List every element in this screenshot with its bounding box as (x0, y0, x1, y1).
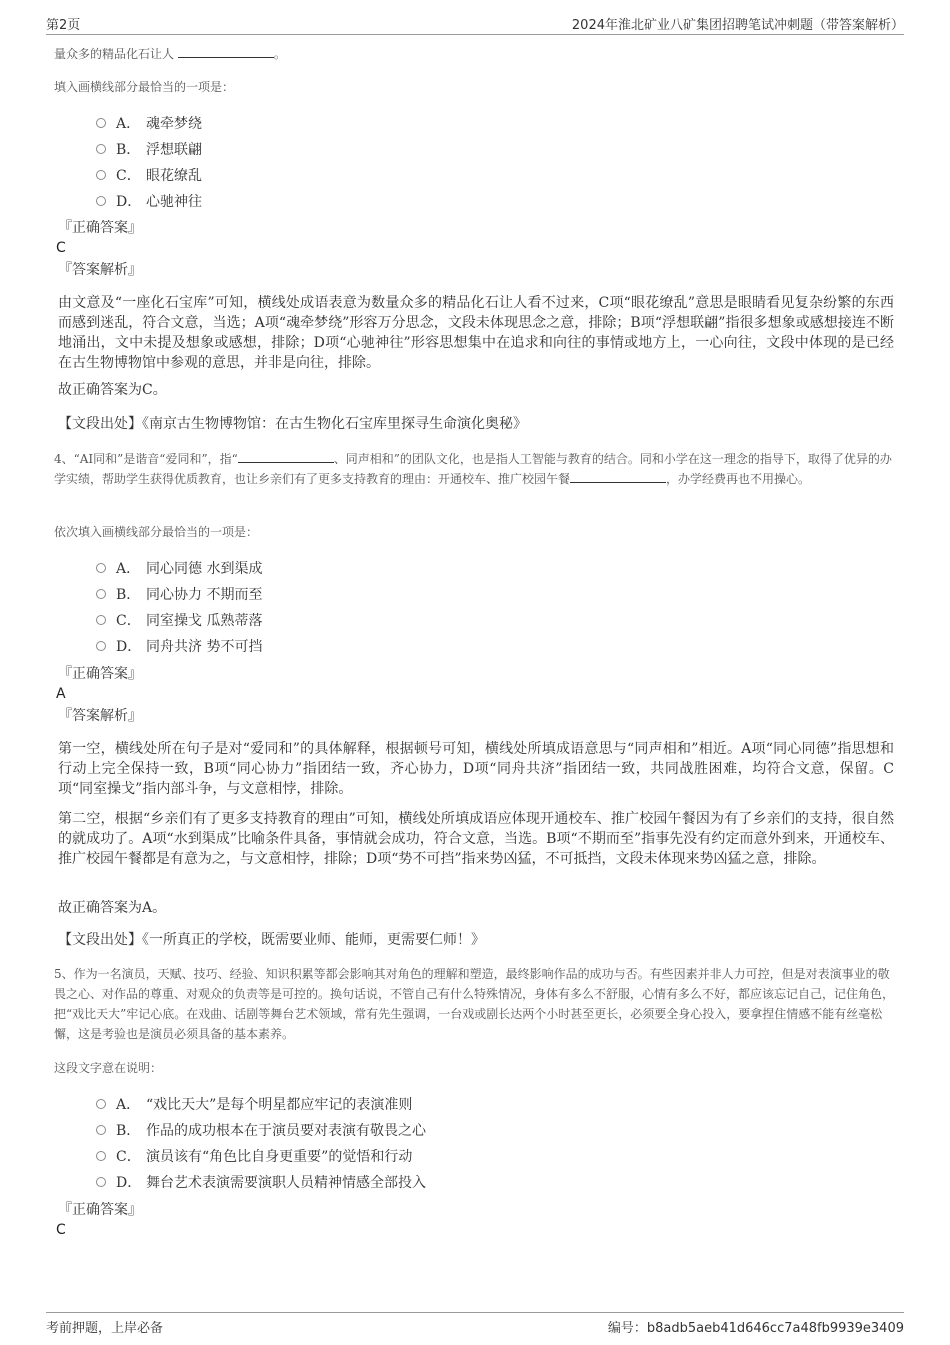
radio-icon[interactable] (96, 1151, 106, 1161)
q5-option-c[interactable]: C． 演员该有“角色比自身更重要”的觉悟和行动 (96, 1144, 876, 1170)
radio-icon[interactable] (96, 641, 106, 651)
q4-answer: A (56, 686, 66, 702)
q3-analysis: 由文意及“一座化石宝库”可知，横线处成语表意为数量众多的精品化石让人看不过来，C项“眼花缭乱”意思是眼睛看见复杂纷繁的东西而感到迷乱，符合文意，当选；A项“魂牵梦绕”形容万分思念，文段未体现思念之意，排除；B项“浮想联翩”指很多想象或感想接连不断地涌出，文中未提及想象或感想，排除；D项“心驰神往”形容思想集中在追求和向往的事情或地方上，一心向往，文段中体现的是已经在古生物博物馆中参观的意思，并非是向往，排除。 (58, 295, 894, 371)
q5-options (96, 1092, 876, 1196)
q4-analysis-1: 第一空，横线处所在句子是对“爱同和”的具体解释，根据顿号可知，横线处所填成语意思与“同声相和”相近。A项“同心同德”指思想和行动上完全保持一致，B项“同心协力”指团结一致，齐心协力，D项“同舟共济”指团结一致，共同战胜困难，均符合文意，保留。C项“同室操戈”指内部斗争，与文意相悖，排除。 (58, 741, 894, 797)
q5-answer: C (56, 1222, 66, 1238)
q4-option-b[interactable]: B． 同心协力 不期而至 (96, 582, 876, 608)
q5-option-b[interactable]: B． 作品的成功根本在于演员要对表演有敬畏之心 (96, 1118, 876, 1144)
radio-icon[interactable] (96, 1177, 106, 1187)
blank-line (178, 47, 274, 58)
q3-answer: C (56, 240, 66, 256)
page-footer (46, 1312, 904, 1335)
blank-line (570, 472, 666, 483)
radio-icon[interactable] (96, 118, 106, 128)
q4-options (96, 556, 876, 660)
q4-stem: 4、“AI同和”是谐音“爱同和”，指“ 、同声相和”的团队文化，也是指人工智能与教育的结合。同和小学在这一理念的指导下，取得了优异的办学实绩，帮助学生获得优质教育，也让乡亲们有了更多支持教育的理由：开通校车、推广校园午餐 ，办学经费再也不用操心。 (54, 452, 892, 486)
radio-icon[interactable] (96, 1099, 106, 1109)
q3-option-b[interactable]: B． 浮想联翩 (96, 137, 876, 163)
radio-icon[interactable] (96, 1125, 106, 1135)
footer-slogan: 考前押题，上岸必备 (46, 1321, 164, 1336)
q3-conclusion: 故正确答案为C。 (58, 382, 167, 398)
q4-option-a[interactable]: A． 同心同德 水到渠成 (96, 556, 876, 582)
q3-option-d[interactable]: D． 心驰神往 (96, 189, 876, 215)
q3-source: 【文段出处】《南京古生物博物馆：在古生物化石宝库里探寻生命演化奥秘》 (58, 416, 527, 432)
radio-icon[interactable] (96, 196, 106, 206)
q4-analysis-2: 第二空，根据“乡亲们有了更多支持教育的理由”可知，横线处所填成语应体现开通校车、推广校园午餐因为有了乡亲们的支持，很自然的就成功了。A项“水到渠成”比喻条件具备，事情就会成功，符合文意，当选。B项“不期而至”指事先没有约定而意外到来，开通校车、推广校园午餐都是有意为之，与文意相悖，排除；D项“势不可挡”指来势凶猛，不可抵挡，文段未体现来势凶猛之意，排除。 (58, 811, 894, 867)
q3-answer-label: 『正确答案』 (58, 220, 142, 236)
q5-prompt: 这段文字意在说明： (54, 1061, 163, 1075)
radio-icon[interactable] (96, 563, 106, 573)
q4-option-c[interactable]: C． 同室操戈 瓜熟蒂落 (96, 608, 876, 634)
radio-icon[interactable] (96, 170, 106, 180)
q3-prompt: 填入画横线部分最恰当的一项是： (54, 80, 235, 94)
radio-icon[interactable] (96, 144, 106, 154)
q4-analysis-label: 『答案解析』 (58, 708, 142, 724)
q3-option-c[interactable]: C． 眼花缭乱 (96, 163, 876, 189)
radio-icon[interactable] (96, 589, 106, 599)
page-header (46, 12, 904, 35)
q4-conclusion: 故正确答案为A。 (58, 900, 167, 916)
q3-options (96, 111, 876, 215)
page-number: 第2页 (46, 18, 81, 33)
q3-analysis-label: 『答案解析』 (58, 262, 142, 278)
q4-source: 【文段出处】《一所真正的学校，既需要业师、能师，更需要仁师！》 (58, 932, 485, 948)
q4-prompt: 依次填入画横线部分最恰当的一项是： (54, 525, 259, 539)
q5-option-a[interactable]: A． “戏比天大”是每个明星都应牢记的表演准则 (96, 1092, 876, 1118)
q3-stem-tail: 量众多的精品化石让人 。 (54, 47, 286, 61)
q3-option-a[interactable]: A． 魂牵梦绕 (96, 111, 876, 137)
q5-option-d[interactable]: D． 舞台艺术表演需要演职人员精神情感全部投入 (96, 1170, 876, 1196)
radio-icon[interactable] (96, 615, 106, 625)
footer-code: 编号：b8adb5aeb41d646cc7a48fb9939e3409 (607, 1321, 904, 1336)
q4-answer-label: 『正确答案』 (58, 666, 142, 682)
q5-answer-label: 『正确答案』 (58, 1202, 142, 1218)
blank-line (238, 452, 334, 463)
document-title: 2024年淮北矿业八矿集团招聘笔试冲刺题（带答案解析） (571, 18, 904, 33)
q5-stem: 5、作为一名演员，天赋、技巧、经验、知识积累等都会影响其对角色的理解和塑造，最终影响作品的成功与否。有些因素并非人力可控，但是对表演事业的敬畏之心、对作品的尊重、对观众的负责等是可控的。换句话说，不管自己有什么特殊情况，身体有多么不舒服，心情有多么不好，都应该忘记自己，记住角色，把“戏比天大”牢记心底。在戏曲、话剧等舞台艺术领域，常有先生强调，一台戏或剧长达两个小时甚至更长，必须要全身心投入，要拿捏住情感不能有丝毫松懈，这是考验也是演员必须具备的基本素养。 (54, 967, 895, 1041)
q4-option-d[interactable]: D． 同舟共济 势不可挡 (96, 634, 876, 660)
